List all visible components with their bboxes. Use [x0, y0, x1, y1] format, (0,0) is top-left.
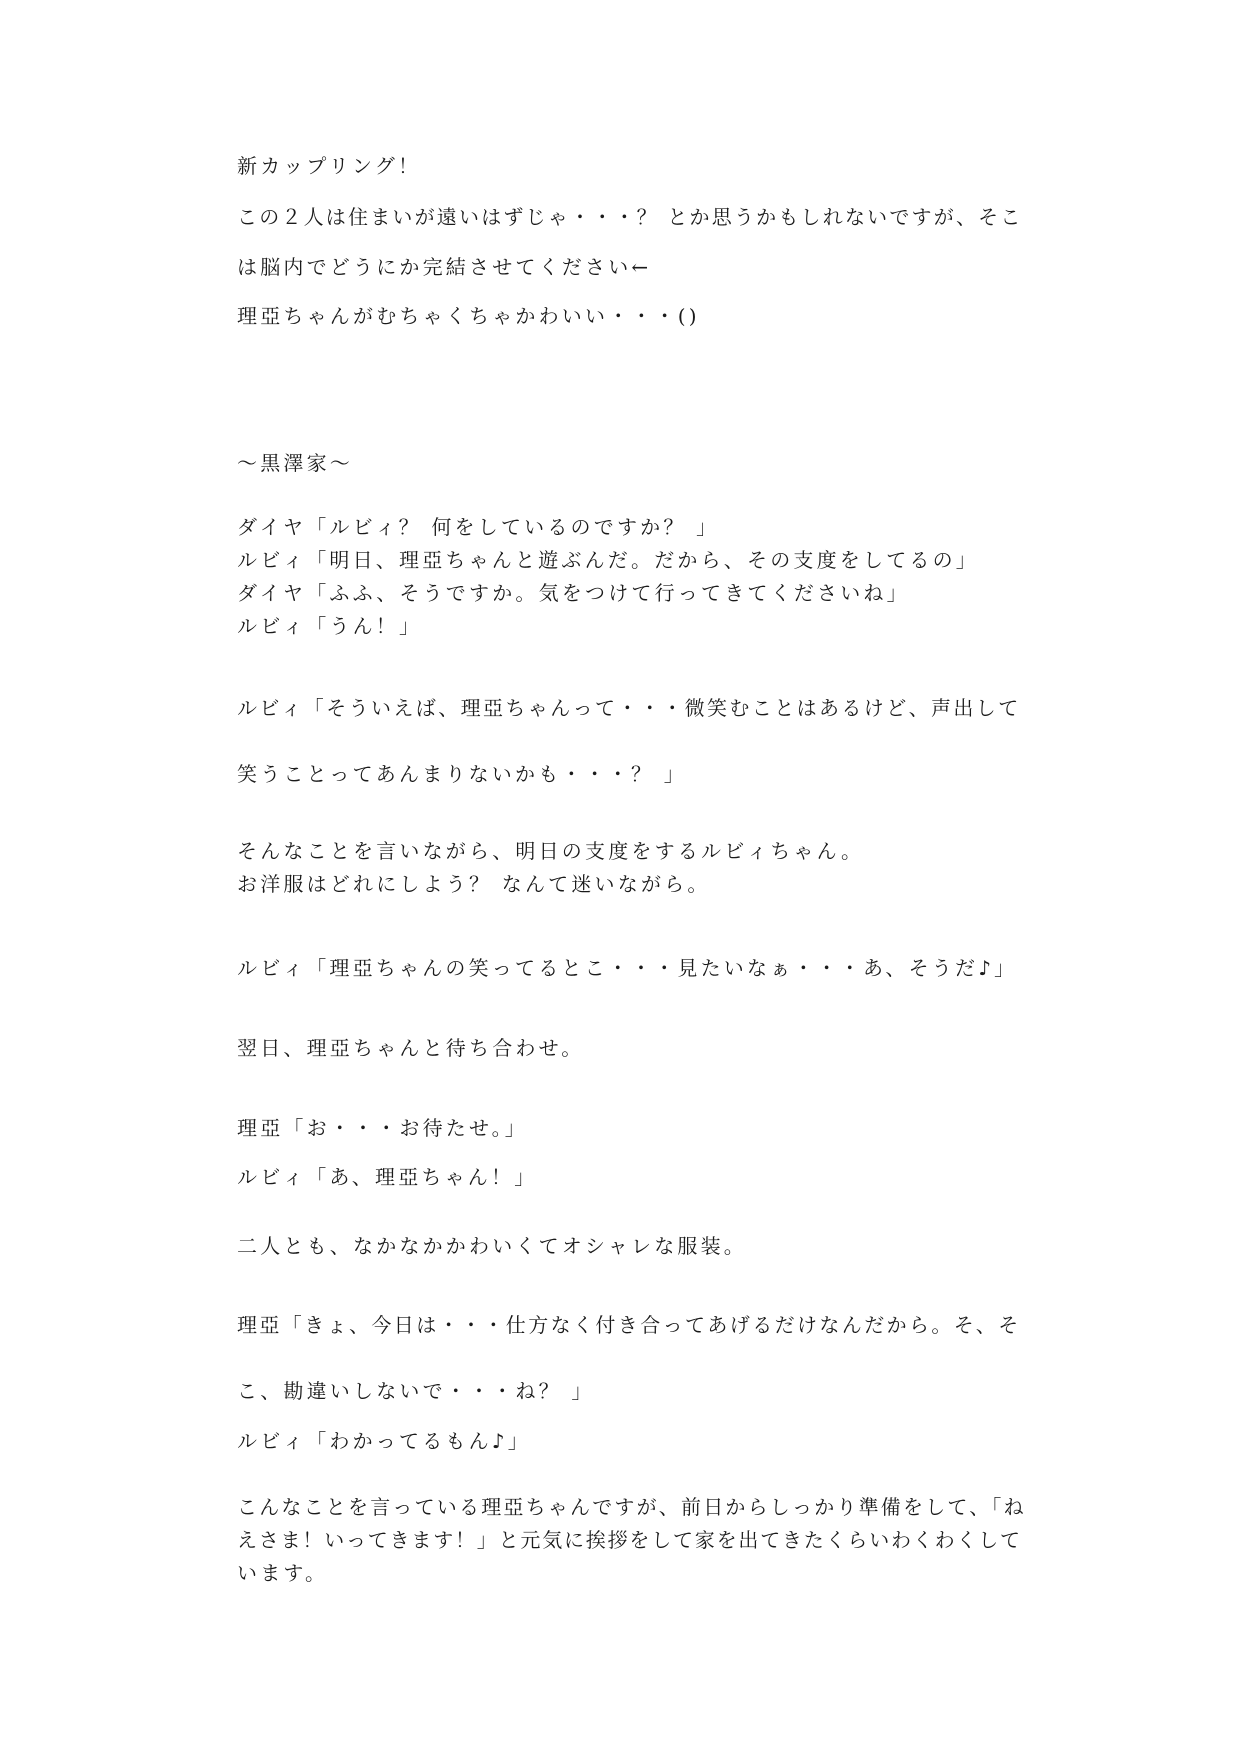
text-line: は脳内でどうにか完結させてください←	[237, 255, 652, 279]
dialogue-line: 笑うことってあんまりないかも・・・？ 」	[237, 762, 687, 786]
narration-line: 翌日、理亞ちゃんと待ち合わせ。	[237, 1036, 585, 1060]
dialogue-line: 理亞「お・・・お待たせ。」	[237, 1116, 528, 1140]
dialogue-line: ルビィ「理亞ちゃんの笑ってるとこ・・・見たいなぁ・・・あ、そうだ♪」	[237, 956, 1018, 980]
dialogue-line: ダイヤ「ルビィ？ 何をしているのですか？ 」	[237, 515, 720, 539]
dialogue-line: ルビィ「そういえば、理亞ちゃんって・・・微笑むことはあるけど、声出して	[237, 696, 1021, 720]
narration-line: こんなことを言っている理亞ちゃんですが、前日からしっかり準備をして、「ね	[237, 1495, 1026, 1519]
narration-line: お洋服はどれにしよう？ なんて迷いながら。	[237, 872, 711, 896]
dialogue-line: 理亞「きょ、今日は・・・仕方なく付き合ってあげるだけなんだから。そ、そ	[237, 1313, 1021, 1337]
narration-line: えさま！いってきます！」と元気に挨拶をして家を出てきたくらいわくわくして	[237, 1528, 1022, 1552]
narration-line: います。	[237, 1561, 329, 1585]
section-title: ～黒澤家～	[237, 451, 353, 475]
dialogue-line: ルビィ「うん！」	[237, 614, 423, 638]
narration-line: そんなことを言いながら、明日の支度をするルビィちゃん。	[237, 839, 865, 863]
dialogue-line: こ、勘違いしないで・・・ね？ 」	[237, 1379, 595, 1403]
narration-line: 二人とも、なかなかかわいくてオシャレな服装。	[237, 1234, 747, 1258]
dialogue-line: ダイヤ「ふふ、そうですか。気をつけて行ってきてくださいね」	[237, 581, 910, 605]
text-line: 理亞ちゃんがむちゃくちゃかわいい・・・()	[237, 304, 700, 328]
dialogue-line: ルビィ「明日、理亞ちゃんと遊ぶんだ。だから、その支度をしてるの」	[237, 548, 979, 572]
text-line-heading: 新カップリング！	[237, 154, 422, 178]
dialogue-line: ルビィ「わかってるもん♪」	[237, 1429, 531, 1453]
text-line: この２人は住まいが遠いはずじゃ・・・？ とか思うかもしれないですが、そこ	[237, 205, 1023, 229]
dialogue-line: ルビィ「あ、理亞ちゃん！」	[237, 1165, 538, 1189]
